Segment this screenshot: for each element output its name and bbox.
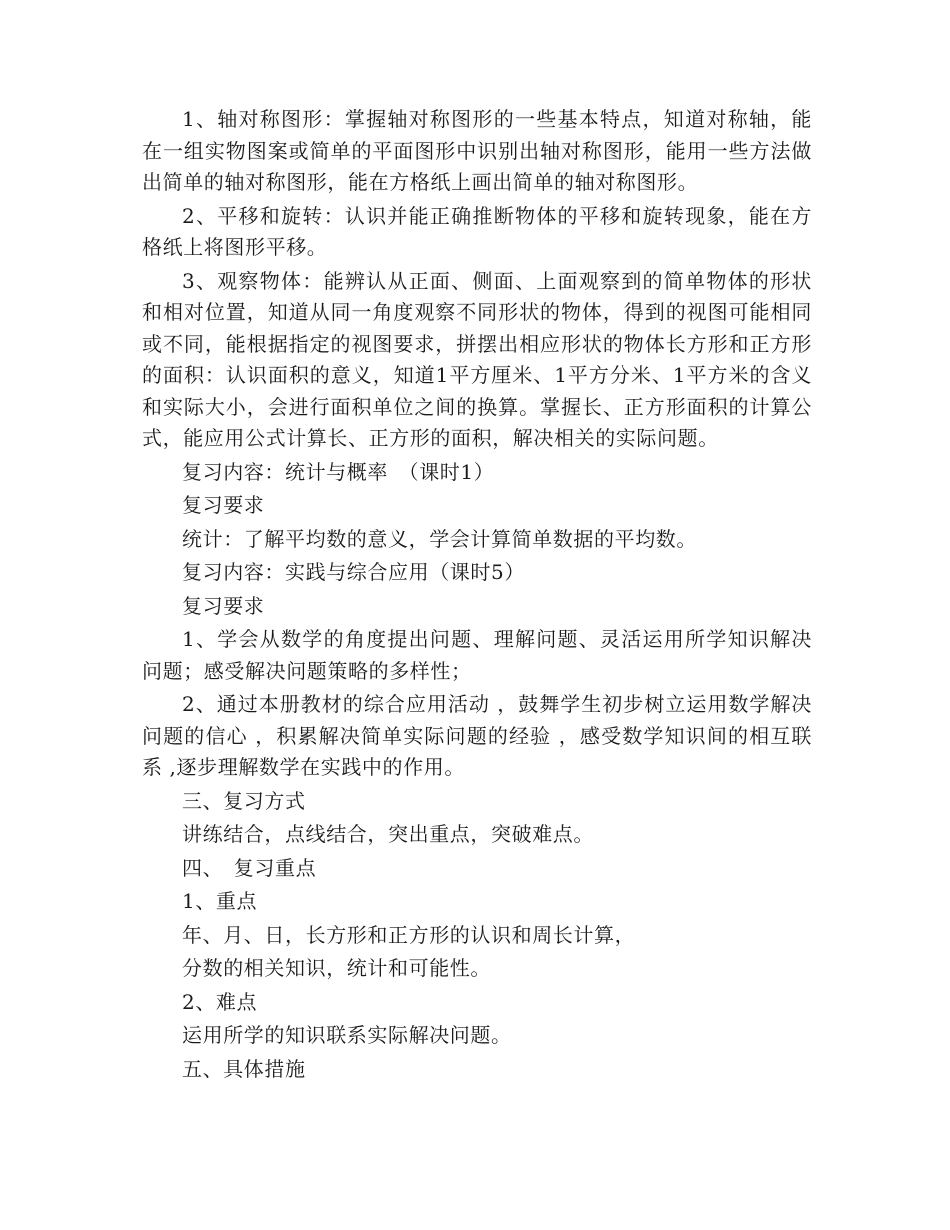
heading-specific-measures: 五、具体措施 bbox=[182, 1056, 306, 1081]
heading-review-requirements: 复习要求 bbox=[182, 493, 265, 517]
paragraph-requirement-2: 2、通过本册教材的综合应用活动 ，鼓舞学生初步树立运用数学解决问题的信心 ，积累解决简单实际问题的经验 ，感受数学知识间的相互联系 ,逐步理解数学在实践中的作用。 bbox=[142, 692, 812, 779]
paragraph-axial-symmetry: 1、轴对称图形：掌握轴对称图形的一些基本特点，知道对称轴，能在一组实物图案或简单的平面图形中识别出轴对称图形，能用一些方法做出简单的轴对称图形，能在方格纸上画出简单的轴对称图形。 bbox=[142, 107, 812, 194]
paragraph-difficulties: 运用所学的知识联系实际解决问题。 bbox=[182, 1023, 512, 1047]
paragraph-observe-objects: 3、观察物体：能辨认从正面、侧面、上面观察到的简单物体的形状和相对位置，知道从同一角度观察不同形状的物体，得到的视图可能相同或不同，能根据指定的视图要求，拼摆出相应形状的物体长方形和正方形的面积：认识面积的意义，知道1平方厘米、1平方分米、1平方米的含义和实际大小，会进行面积单位之间的换算。掌握长、正方形面积的计算公式，能应用公式计算长、正方形的面积，解决相关的实际问题。 bbox=[142, 268, 812, 450]
paragraph-statistics-requirement: 统计：了解平均数的意义，学会计算简单数据的平均数。 bbox=[182, 526, 697, 551]
heading-difficulties: 2、难点 bbox=[182, 989, 258, 1014]
paragraph-translation-rotation: 2、平移和旋转：认识并能正确推断物体的平移和旋转现象，能在方格纸上将图形平移。 bbox=[142, 203, 812, 259]
paragraph-key-points-1: 年、月、日，长方形和正方形的认识和周长计算， bbox=[182, 922, 636, 947]
heading-review-requirements-2: 复习要求 bbox=[182, 593, 265, 618]
paragraph-key-points-2: 分数的相关知识，统计和可能性。 bbox=[182, 956, 491, 980]
heading-review-focus: 四、 复习重点 bbox=[182, 855, 317, 880]
heading-review-method: 三、复习方式 bbox=[182, 788, 306, 813]
heading-review-statistics: 复习内容：统计与概率 （课时1） bbox=[182, 459, 495, 484]
heading-review-practice: 复习内容：实践与综合应用（课时5） bbox=[182, 560, 525, 584]
document-body bbox=[142, 104, 812, 1085]
paragraph-review-method: 讲练结合，点线结合，突出重点，突破难点。 bbox=[182, 822, 594, 846]
paragraph-requirement-1: 1、学会从数学的角度提出问题、理解问题、灵活运用所学知识解决问题；感受解决问题策略的多样性； bbox=[142, 627, 812, 683]
heading-key-points: 1、重点 bbox=[182, 889, 258, 913]
